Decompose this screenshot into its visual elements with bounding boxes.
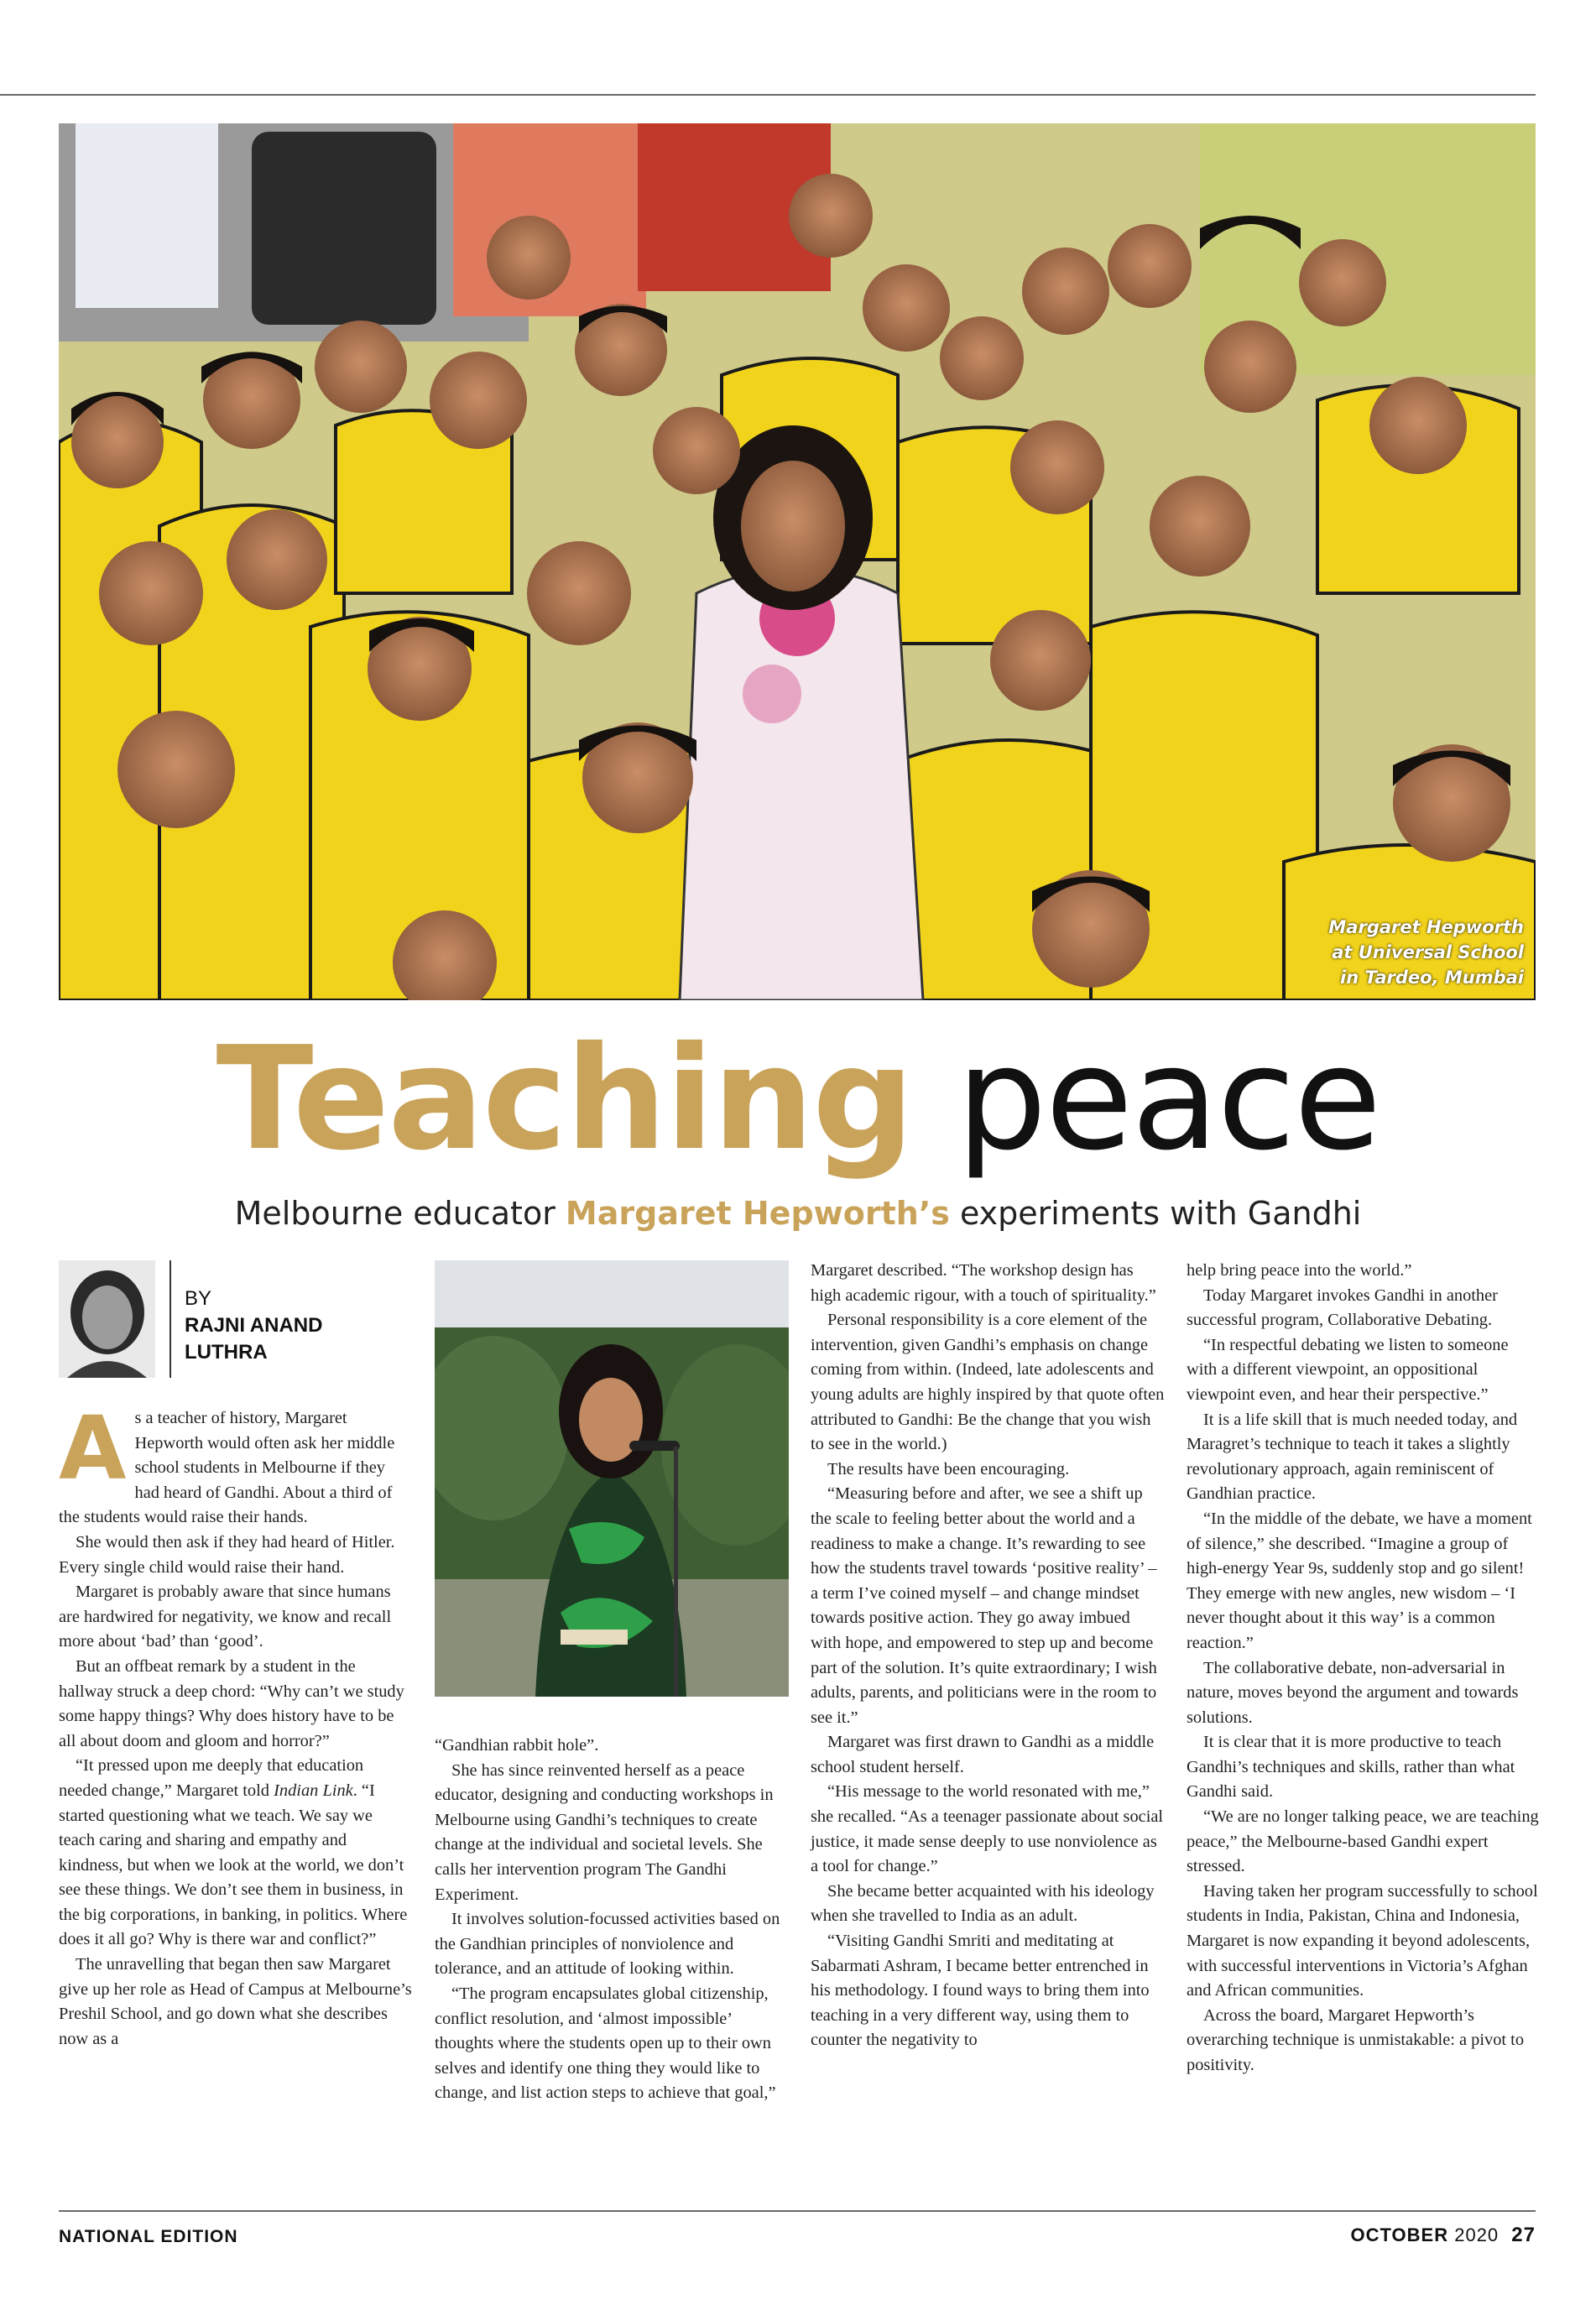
caption-line: at Universal School <box>1332 942 1524 962</box>
paragraph: It is a life skill that is much needed today, and Maragret’s technique to teach it takes a slightly revolutionary approach, again reminiscent of Gandhian practice. <box>1187 1410 1518 1504</box>
paragraph: The results have been encouraging. <box>827 1459 1070 1478</box>
class-photo-illustration <box>59 123 1536 1000</box>
paragraph: Across the board, Margaret Hepworth’s overarching technique is unmistakable: a pivot to positivity. <box>1187 2005 1525 2074</box>
byline-text <box>185 1285 322 1366</box>
paragraph: “His message to the world resonated with me,” she recalled. “As a teenager passionate about social justice, it made sense deeply to use nonviolence as a tool for change.” <box>811 1782 1164 1876</box>
paragraph: “In respectful debating we listen to someone with a different viewpoint, an oppositional viewpoint even, and hear their perspective.” <box>1187 1335 1509 1404</box>
standfirst-highlight: Margaret Hepworth’s <box>565 1195 950 1232</box>
paragraph: “In the middle of the debate, we have a moment of silence,” she described. “Imagine a group of high-energy Year 9s, suddenly stop and go silent! They emerge with new angles, new wisdom – ‘I never thought about it this way’ is a common reaction.” <box>1187 1509 1532 1652</box>
paragraph: Today Margaret invokes Gandhi in another successful program, Collaborative Debating. <box>1187 1285 1498 1330</box>
inset-photo <box>435 1260 789 1697</box>
top-rule <box>0 94 1536 96</box>
paragraph: But an offbeat remark by a student in the hallway struck a deep chord: “Why can’t we study some happy things? Why does history have to be all about doom and gloom and horror?” <box>59 1656 404 1750</box>
paragraph: “Gandhian rabbit hole”. <box>435 1736 599 1755</box>
hero-photo <box>59 123 1536 1000</box>
byline-prefix: BY <box>185 1287 212 1310</box>
author-name-line2: LUTHRA <box>185 1341 268 1364</box>
caption-line: Margaret Hepworth <box>1328 917 1524 937</box>
standfirst <box>0 1190 1596 1237</box>
paragraph-text: “It pressed upon me deeply that education needed change,” Margaret told <box>59 1756 364 1800</box>
paragraph: “We are no longer talking peace, we are teaching peace,” the Melbourne-based Gandhi expert stressed. <box>1187 1807 1539 1876</box>
author-name-line1: RAJNI ANAND <box>185 1314 323 1337</box>
page-number: 27 <box>1511 2224 1536 2246</box>
issue-year: 2020 <box>1454 2224 1500 2245</box>
publication-name: Indian Link <box>274 1781 353 1800</box>
headline-black-word: peace <box>956 1016 1380 1182</box>
paragraph: It is clear that it is more productive to teach Gandhi’s techniques and skills, rather than what Gandhi said. <box>1187 1733 1515 1802</box>
paragraph-text: s a teacher of history, Margaret Hepworth would often ask her middle school students in Melbourne if they had heard of Gandhi. About a third of the students would raise their hands. <box>59 1409 395 1527</box>
paragraph: She has since reinvented herself as a peace educator, designing and conducting workshops in Melbourne using Gandhi’s techniques to create change at the individual and societal levels. She calls her intervention program The Gandhi Experiment. <box>435 1760 774 1904</box>
byline-divider <box>170 1260 171 1378</box>
article-column-3 <box>811 1259 1165 2053</box>
photo-caption <box>1328 915 1524 990</box>
paragraph: “Visiting Gandhi Smriti and meditating at Sabarmati Ashram, I became better entrenched in his methodology. I found ways to bring them into teaching in a very different way, using them to counter the negativity to <box>811 1932 1150 2050</box>
paragraph: “Measuring before and after, we see a shift up the scale to feeling better about the world and a readiness to make a change. It’s rewarding to see how the students travel towards ‘positive reality’ – a term I’ve coined myself – and change mindset towards positive action. They go away imbued with hope, and empowered to step up and become part of the solution. It’s quite extraordinary; I wish adults, parents, and politicians were in the room to see it.” <box>811 1484 1157 1727</box>
paragraph: Margaret described. “The workshop design has high academic rigour, with a touch of spirituality.” <box>811 1261 1156 1305</box>
paragraph: The unravelling that began then saw Margaret give up her role as Head of Campus at Melbourne’s Preshil School, and go down what she describes now as a <box>59 1955 412 2048</box>
edition-label: NATIONAL EDITION <box>59 2227 238 2246</box>
paragraph <box>59 1754 413 1953</box>
paragraph: Margaret is probably aware that since humans are hardwired for negativity, we know and recall more about ‘bad’ than ‘good’. <box>59 1583 392 1651</box>
paragraph-text: . “I started questioning what we teach. We say we teach caring and sharing and empathy and kindness, but when we look at the world, we don’t see these things. We don’t see them in business, in the big corporations, in banking, in politics. Where does it all go? Why is there war and conflict?” <box>59 1781 408 1949</box>
paragraph: Margaret was first drawn to Gandhi as a middle school student herself. <box>811 1733 1155 1776</box>
byline <box>59 1260 394 1382</box>
article-column-2 <box>435 1734 789 2106</box>
article-column-1 <box>59 1397 413 2052</box>
standfirst-before: Melbourne educator <box>234 1195 566 1232</box>
paragraph: The collaborative debate, non-adversarial in nature, moves beyond the argument and towards solutions. <box>1187 1658 1519 1727</box>
paragraph: help bring peace into the world.” <box>1187 1261 1412 1280</box>
drop-cap: A <box>59 1397 127 1499</box>
issue-month: OCTOBER <box>1350 2224 1449 2245</box>
footer-rule <box>59 2210 1536 2212</box>
paragraph: “The program encapsulates global citizenship, conflict resolution, and ‘almost impossible’ thoughts where the students open up to their own selves and identify one thing they would like to change, and list action steps to achieve that goal,” <box>435 1984 776 2103</box>
headline <box>0 1015 1596 1183</box>
paragraph: She became better acquainted with his ideology when she travelled to India as an adult. <box>811 1881 1155 1926</box>
paragraph: Personal responsibility is a core element of the intervention, given Gandhi’s emphasis on change coming from within. (Indeed, late adolescents and young adults are highly inspired by that quote often attributed to Gandhi: Be the change that you wish to see in the world.) <box>811 1311 1165 1454</box>
headline-gold-word: Teaching <box>216 1016 913 1182</box>
caption-line: in Tardeo, Mumbai <box>1340 967 1524 988</box>
standfirst-after: experiments with Gandhi <box>949 1195 1362 1232</box>
author-portrait <box>59 1260 155 1378</box>
paragraph <box>59 1397 413 1531</box>
paragraph: Having taken her program successfully to school students in India, Pakistan, China and Indonesia, Margaret is now expanding it beyond adolescents, with successful interventions in Victoria’s Afghan and African communities. <box>1187 1881 1538 2000</box>
paragraph: She would then ask if they had heard of Hitler. Every single child would raise their hand. <box>59 1532 395 1577</box>
paragraph: It involves solution-focussed activities based on the Gandhian principles of nonviolence and tolerance, and an attitude of looking within. <box>435 1910 780 1979</box>
issue-info <box>1350 2224 1536 2247</box>
article-column-4 <box>1187 1259 1541 2078</box>
